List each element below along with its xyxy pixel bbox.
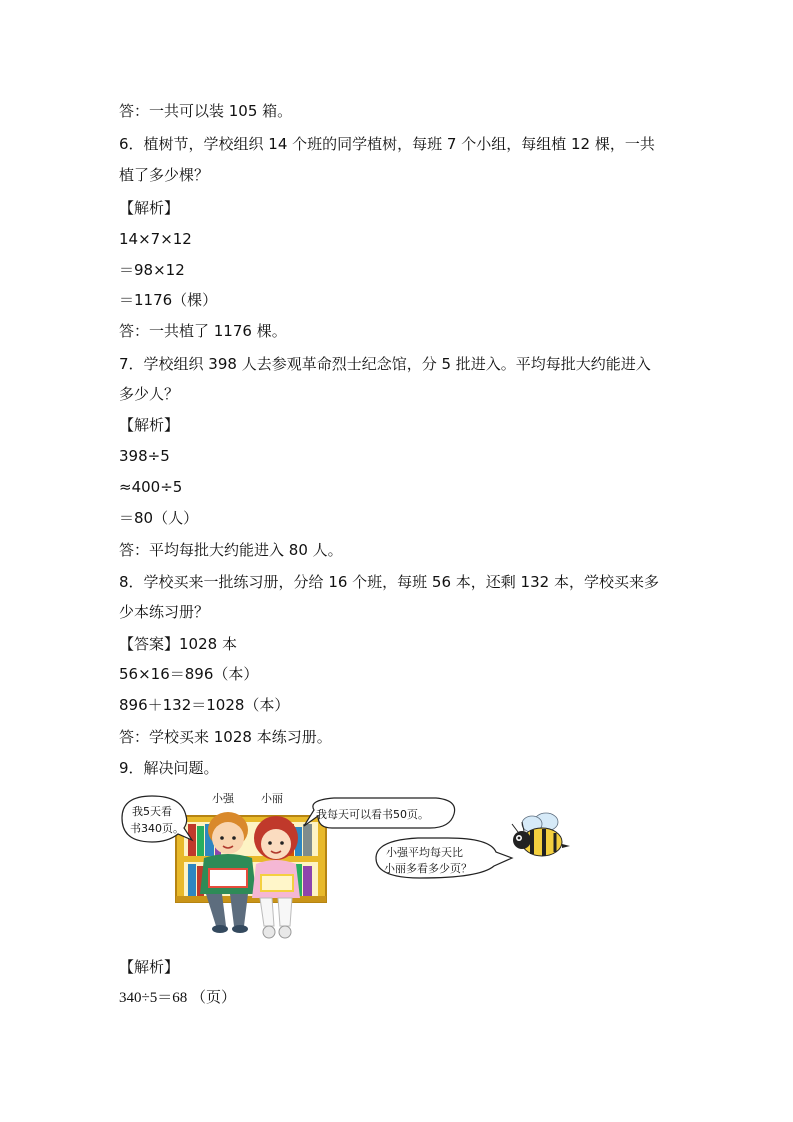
solution-6-step-1: 14×7×12 bbox=[119, 230, 192, 248]
question-9-line-1: 9．解决问题。 bbox=[119, 759, 219, 777]
analysis-label-6: 【解析】 bbox=[119, 199, 180, 217]
speech-bubble-bee bbox=[376, 838, 512, 878]
question-6-line-2: 植了多少棵？ bbox=[119, 166, 210, 184]
name-label-boy: 小强 bbox=[212, 792, 234, 805]
solution-7-step-1: 398÷5 bbox=[119, 447, 170, 465]
answer-line-8: 答：学校买来 1028 本练习册。 bbox=[119, 728, 332, 746]
solution-8-step-1: 56×16＝896（本） bbox=[119, 665, 259, 683]
question-7-line-2: 多少人？ bbox=[119, 385, 180, 403]
analysis-label-9: 【解析】 bbox=[119, 958, 180, 976]
analysis-label-7: 【解析】 bbox=[119, 416, 180, 434]
question-8-line-1: 8．学校买来一批练习册，分给 16 个班，每班 56 本，还剩 132 本，学校买来多 bbox=[119, 573, 659, 591]
answer-line-7: 答：平均每批大约能进入 80 人。 bbox=[119, 541, 343, 559]
bubble-bee-line-2: 小丽多看多少页？ bbox=[384, 862, 472, 875]
reading-illustration bbox=[118, 786, 578, 946]
question-8-line-2: 少本练习册？ bbox=[119, 603, 210, 621]
answer-line-5: 答：一共可以装 105 箱。 bbox=[119, 102, 293, 120]
bubble-boy-line-2: 书340页。 bbox=[130, 822, 184, 835]
solution-6-step-2: ＝98×12 bbox=[119, 261, 185, 279]
solution-6-step-3: ＝1176（棵） bbox=[119, 291, 218, 309]
girl-figure bbox=[252, 816, 300, 938]
speech-bubble-girl bbox=[304, 798, 455, 828]
solution-7-step-3: ＝80（人） bbox=[119, 509, 199, 527]
answer-line-6: 答：一共植了 1176 棵。 bbox=[119, 322, 287, 340]
question-7-line-1: 7．学校组织 398 人去参观革命烈士纪念馆，分 5 批进入。平均每批大约能进入 bbox=[119, 355, 651, 373]
boy-figure bbox=[200, 812, 256, 933]
solution-9-step-1: 340÷5＝68 （页） bbox=[119, 990, 236, 1006]
bee-icon bbox=[512, 813, 570, 856]
speech-bubble-boy bbox=[122, 796, 192, 842]
question-6-line-1: 6．植树节，学校组织 14 个班的同学植树，每班 7 个小组，每组植 12 棵，一共 bbox=[119, 135, 655, 153]
bubble-girl-text: 我每天可以看书50页。 bbox=[316, 808, 429, 821]
bubble-bee-line-1: 小强平均每天比 bbox=[386, 846, 463, 859]
answer-label-8: 【答案】1028 本 bbox=[119, 635, 237, 653]
name-label-girl: 小丽 bbox=[261, 792, 283, 805]
solution-8-step-2: 896＋132＝1028（本） bbox=[119, 696, 290, 714]
bubble-boy-line-1: 我5天看 bbox=[132, 805, 172, 818]
solution-7-step-2: ≈400÷5 bbox=[119, 478, 183, 496]
